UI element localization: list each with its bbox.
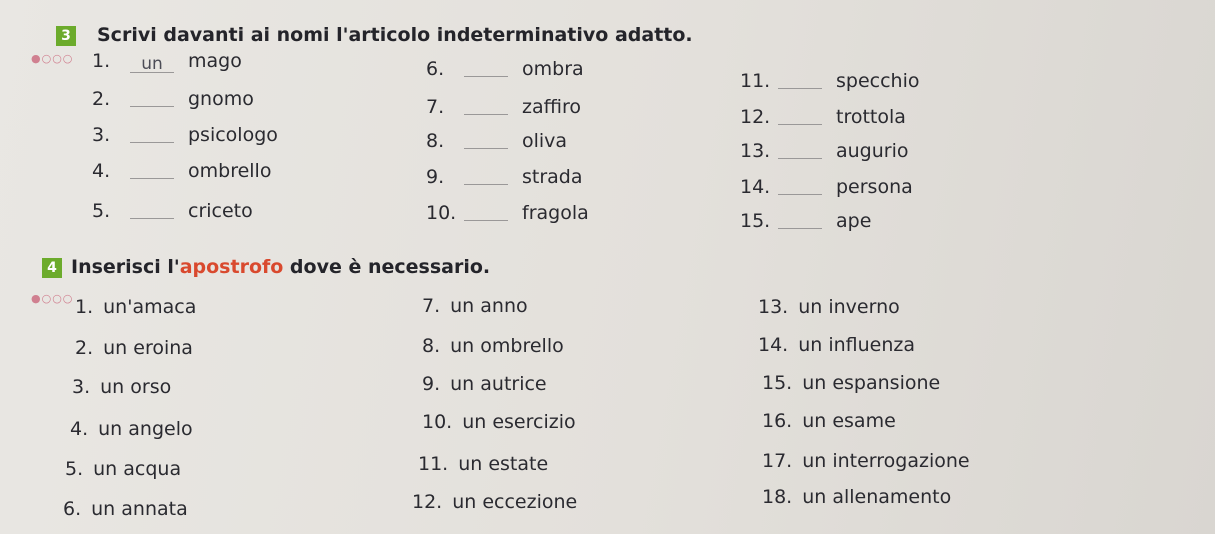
- exercise-4-difficulty-dots: ●○○○: [31, 292, 74, 305]
- exercise-4-item: [72, 376, 171, 398]
- article-blank[interactable]: [130, 200, 174, 219]
- exercise-4-item: [762, 410, 896, 432]
- exercise-3-number-badge: 3: [56, 26, 76, 46]
- item-phrase[interactable]: un interrogazione: [802, 450, 970, 472]
- article-blank[interactable]: [464, 130, 508, 149]
- item-phrase[interactable]: un esercizio: [462, 411, 576, 433]
- exercise-4-item: [758, 334, 915, 356]
- item-number: 15.: [762, 372, 793, 394]
- exercise-3-difficulty-dots: ●○○○: [31, 52, 74, 65]
- item-number: 2.: [75, 337, 94, 359]
- item-number: 18.: [762, 486, 793, 508]
- item-number: 11.: [740, 70, 771, 92]
- item-number: 2.: [92, 88, 111, 110]
- item-number: 12.: [740, 106, 771, 128]
- exercise-3-item: [426, 202, 589, 224]
- item-number: 1.: [75, 296, 94, 318]
- item-phrase[interactable]: un eroina: [103, 337, 193, 359]
- exercise-3-item: [92, 50, 242, 73]
- item-number: 14.: [758, 334, 789, 356]
- item-number: 7.: [422, 295, 441, 317]
- item-number: 11.: [418, 453, 449, 475]
- exercise-4-instruction: [71, 256, 490, 278]
- item-number: 8.: [426, 130, 445, 152]
- exercise-4-item: [762, 372, 940, 394]
- item-number: 3.: [92, 124, 111, 146]
- exercise-4-item: [412, 491, 577, 513]
- article-blank[interactable]: [464, 58, 508, 77]
- exercise-4-item: [422, 295, 528, 317]
- exercise-4-item: [70, 418, 193, 440]
- item-number: 9.: [422, 373, 441, 395]
- item-number: 12.: [412, 491, 443, 513]
- article-blank[interactable]: [464, 166, 508, 185]
- exercise-3-item: [740, 176, 913, 198]
- exercise-3-item: [740, 106, 906, 128]
- noun: trottola: [836, 106, 906, 128]
- item-number: 4.: [70, 418, 89, 440]
- exercise-4-item: [762, 486, 951, 508]
- item-number: 13.: [740, 140, 771, 162]
- exercise-4-item: [758, 296, 900, 318]
- item-number: 7.: [426, 96, 445, 118]
- item-phrase[interactable]: un acqua: [93, 458, 182, 480]
- item-number: 15.: [740, 210, 771, 232]
- article-blank[interactable]: un: [130, 54, 174, 73]
- article-blank[interactable]: [778, 106, 822, 125]
- exercise-4-item: [422, 373, 547, 395]
- exercise-4-instruction-part1: Inserisci l': [71, 256, 180, 278]
- item-number: 16.: [762, 410, 793, 432]
- item-number: 10.: [422, 411, 453, 433]
- item-phrase[interactable]: un influenza: [798, 334, 916, 356]
- noun: mago: [188, 50, 242, 72]
- item-number: 9.: [426, 166, 445, 188]
- item-phrase[interactable]: un estate: [458, 453, 549, 475]
- noun: strada: [522, 166, 583, 188]
- article-blank[interactable]: [130, 88, 174, 107]
- item-phrase[interactable]: un autrice: [450, 373, 547, 395]
- article-blank[interactable]: [778, 176, 822, 195]
- item-phrase[interactable]: un ombrello: [450, 335, 564, 357]
- exercise-4-instruction-part2: dove è necessario.: [283, 256, 491, 278]
- exercise-3-item: [92, 200, 253, 222]
- item-number: 13.: [758, 296, 789, 318]
- noun: zaffiro: [522, 96, 582, 118]
- item-phrase[interactable]: un allenamento: [802, 486, 952, 508]
- exercise-3-instruction: Scrivi davanti ai nomi l'articolo indeterminativo adatto.: [97, 24, 693, 46]
- article-blank[interactable]: [464, 96, 508, 115]
- noun: specchio: [836, 70, 920, 92]
- exercise-4-item: [418, 453, 548, 475]
- exercise-3-item: [92, 88, 254, 110]
- item-phrase[interactable]: un espansione: [802, 372, 941, 394]
- item-phrase[interactable]: un eccezione: [452, 491, 578, 513]
- item-number: 1.: [92, 50, 111, 72]
- item-number: 6.: [426, 58, 445, 80]
- exercise-4-item: [65, 458, 181, 480]
- exercise-3-item: [426, 166, 583, 188]
- item-number: 6.: [63, 498, 82, 520]
- exercise-3-item: [426, 58, 584, 80]
- noun: criceto: [188, 200, 253, 222]
- noun: psicologo: [188, 124, 278, 146]
- exercise-3-item: [92, 160, 271, 182]
- noun: ombrello: [188, 160, 272, 182]
- exercise-3-item: [426, 130, 567, 152]
- noun: fragola: [522, 202, 589, 224]
- noun: augurio: [836, 140, 909, 162]
- item-number: 4.: [92, 160, 111, 182]
- item-phrase[interactable]: un esame: [802, 410, 896, 432]
- article-blank[interactable]: [778, 70, 822, 89]
- exercise-3-item: [740, 210, 871, 232]
- article-blank[interactable]: [130, 160, 174, 179]
- item-phrase[interactable]: un angelo: [98, 418, 193, 440]
- noun: persona: [836, 176, 913, 198]
- exercise-4-item: [75, 296, 196, 318]
- item-number: 17.: [762, 450, 793, 472]
- exercise-3-item: [740, 140, 909, 162]
- article-blank[interactable]: [778, 140, 822, 159]
- exercise-4-instruction-highlight: apostrofo: [179, 256, 284, 278]
- exercise-3-item: [740, 70, 920, 92]
- item-number: 14.: [740, 176, 771, 198]
- exercise-4-item: [422, 411, 576, 433]
- article-blank[interactable]: [464, 202, 508, 221]
- item-number: 10.: [426, 202, 457, 224]
- noun: ape: [836, 210, 872, 232]
- exercise-4-item: [422, 335, 564, 357]
- item-number: 3.: [72, 376, 91, 398]
- noun: gnomo: [188, 88, 254, 110]
- item-number: 8.: [422, 335, 441, 357]
- exercise-4-number-badge: 4: [42, 258, 62, 278]
- exercise-3-item: [92, 124, 278, 146]
- noun: oliva: [522, 130, 568, 152]
- exercise-4-item: [63, 498, 188, 520]
- item-phrase[interactable]: un inverno: [798, 296, 900, 318]
- item-number: 5.: [92, 200, 111, 222]
- article-blank[interactable]: [778, 210, 822, 229]
- item-number: 5.: [65, 458, 84, 480]
- item-phrase[interactable]: un'amaca: [103, 296, 197, 318]
- item-phrase[interactable]: un orso: [100, 376, 172, 398]
- article-blank[interactable]: [130, 124, 174, 143]
- exercise-3-item: [426, 96, 581, 118]
- exercise-4-item: [75, 337, 193, 359]
- item-phrase[interactable]: un annata: [91, 498, 188, 520]
- item-phrase[interactable]: un anno: [450, 295, 528, 317]
- noun: ombra: [522, 58, 584, 80]
- exercise-4-item: [762, 450, 970, 472]
